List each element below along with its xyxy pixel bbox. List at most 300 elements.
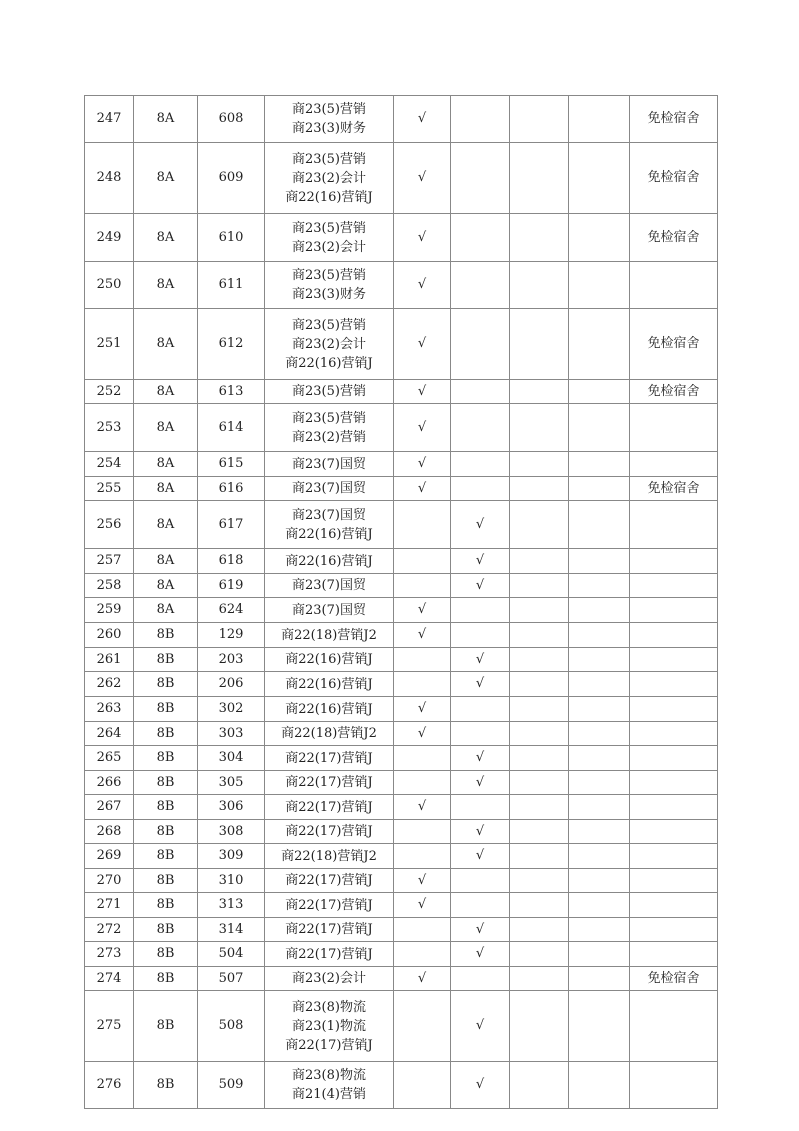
check-col-3-cell: [510, 309, 569, 380]
table-row: [85, 942, 718, 967]
table-row: [85, 893, 718, 918]
class-cell: [265, 96, 394, 143]
table-row: [85, 1062, 718, 1109]
building-cell: 8B: [134, 746, 198, 771]
class-name: 商22(17)营销J: [285, 897, 373, 913]
check-col-1-cell: √: [394, 143, 451, 214]
building-cell: 8A: [134, 452, 198, 477]
note-cell: [630, 623, 718, 648]
check-col-1-cell: √: [394, 598, 451, 623]
check-col-1-cell: √: [394, 452, 451, 477]
room-cell: 504: [198, 942, 265, 967]
class-cell: [265, 795, 394, 820]
class-cell: [265, 648, 394, 672]
building-cell: 8A: [134, 477, 198, 501]
check-col-3-cell: [510, 722, 569, 746]
class-cell: [265, 309, 394, 380]
table-row: [85, 722, 718, 746]
check-col-1-cell: [394, 771, 451, 795]
class-name: 商22(17)营销J: [285, 946, 373, 962]
row-number-cell: 261: [85, 648, 134, 672]
room-cell: 619: [198, 574, 265, 598]
check-col-2-cell: √: [451, 501, 510, 549]
check-col-2-cell: [451, 623, 510, 648]
row-number-cell: 258: [85, 574, 134, 598]
check-col-2-cell: [451, 214, 510, 262]
row-number-cell: 263: [85, 697, 134, 722]
note-cell: 免检宿舍: [630, 967, 718, 991]
note-cell: 免检宿舍: [630, 96, 718, 143]
check-col-4-cell: [569, 404, 630, 452]
check-col-1-cell: √: [394, 893, 451, 918]
table-row: [85, 820, 718, 844]
building-cell: 8B: [134, 820, 198, 844]
check-col-1-cell: [394, 918, 451, 942]
note-cell: 免检宿舍: [630, 309, 718, 380]
table-row: [85, 598, 718, 623]
check-col-1-cell: [394, 501, 451, 549]
class-cell: [265, 452, 394, 477]
check-col-4-cell: [569, 697, 630, 722]
check-col-4-cell: [569, 143, 630, 214]
table-row: [85, 967, 718, 991]
table-row: [85, 380, 718, 404]
dormitory-inspection-table: [84, 95, 718, 1109]
room-cell: 309: [198, 844, 265, 869]
check-col-2-cell: [451, 893, 510, 918]
note-cell: [630, 598, 718, 623]
class-cell: [265, 549, 394, 574]
building-cell: 8B: [134, 1062, 198, 1109]
check-col-3-cell: [510, 262, 569, 309]
class-name: 商23(5)营销: [292, 384, 366, 399]
row-number-cell: 264: [85, 722, 134, 746]
check-col-1-cell: √: [394, 623, 451, 648]
table-row: [85, 501, 718, 549]
building-cell: 8B: [134, 893, 198, 918]
check-col-2-cell: [451, 143, 510, 214]
class-name: 商22(16)营销J: [285, 701, 373, 717]
check-col-2-cell: [451, 967, 510, 991]
row-number-cell: 266: [85, 771, 134, 795]
check-col-4-cell: [569, 795, 630, 820]
check-col-3-cell: [510, 477, 569, 501]
check-col-1-cell: [394, 820, 451, 844]
room-cell: 310: [198, 869, 265, 893]
check-col-3-cell: [510, 574, 569, 598]
check-col-4-cell: [569, 214, 630, 262]
check-col-4-cell: [569, 918, 630, 942]
check-col-3-cell: [510, 869, 569, 893]
check-col-2-cell: √: [451, 1062, 510, 1109]
class-cell: [265, 404, 394, 452]
table-row: [85, 771, 718, 795]
check-col-2-cell: [451, 795, 510, 820]
check-col-1-cell: [394, 1062, 451, 1109]
class-name: 商22(17)营销J: [285, 873, 373, 888]
room-cell: 509: [198, 1062, 265, 1109]
check-col-4-cell: [569, 648, 630, 672]
check-col-1-cell: [394, 942, 451, 967]
check-col-4-cell: [569, 380, 630, 404]
class-name: 商22(16)营销J: [285, 652, 373, 667]
row-number-cell: 265: [85, 746, 134, 771]
class-name: 商23(5)营销: [292, 220, 366, 236]
check-col-3-cell: [510, 795, 569, 820]
building-cell: 8B: [134, 991, 198, 1062]
class-name: 商22(17)营销J: [285, 799, 373, 815]
row-number-cell: 271: [85, 893, 134, 918]
building-cell: 8B: [134, 771, 198, 795]
class-name: 商22(16)营销J: [285, 526, 373, 542]
note-cell: [630, 574, 718, 598]
check-col-4-cell: [569, 452, 630, 477]
check-col-2-cell: √: [451, 820, 510, 844]
class-name: 商22(17)营销J: [285, 824, 373, 839]
room-cell: 507: [198, 967, 265, 991]
check-col-2-cell: [451, 722, 510, 746]
check-col-4-cell: [569, 672, 630, 697]
building-cell: 8A: [134, 549, 198, 574]
check-col-3-cell: [510, 893, 569, 918]
check-col-2-cell: √: [451, 844, 510, 869]
table-row: [85, 309, 718, 380]
table-row: [85, 672, 718, 697]
check-col-1-cell: √: [394, 967, 451, 991]
class-name: 商22(17)营销J: [285, 750, 373, 766]
class-cell: [265, 623, 394, 648]
table-row: [85, 262, 718, 309]
room-cell: 611: [198, 262, 265, 309]
check-col-2-cell: √: [451, 648, 510, 672]
class-name: 商23(2)会计: [292, 971, 366, 986]
check-col-4-cell: [569, 96, 630, 143]
check-col-1-cell: [394, 672, 451, 697]
room-cell: 612: [198, 309, 265, 380]
check-col-3-cell: [510, 143, 569, 214]
class-cell: [265, 771, 394, 795]
building-cell: 8B: [134, 697, 198, 722]
room-cell: 129: [198, 623, 265, 648]
check-col-4-cell: [569, 722, 630, 746]
table-row: [85, 991, 718, 1062]
class-name: 商22(16)营销J: [285, 553, 373, 569]
check-col-4-cell: [569, 991, 630, 1062]
check-col-3-cell: [510, 452, 569, 477]
table-row: [85, 623, 718, 648]
note-cell: 免检宿舍: [630, 477, 718, 501]
check-col-2-cell: [451, 380, 510, 404]
table-row: [85, 452, 718, 477]
check-col-3-cell: [510, 844, 569, 869]
table-row: [85, 96, 718, 143]
class-cell: [265, 380, 394, 404]
check-col-1-cell: √: [394, 697, 451, 722]
room-cell: 618: [198, 549, 265, 574]
class-cell: [265, 598, 394, 623]
check-col-2-cell: [451, 869, 510, 893]
class-cell: [265, 574, 394, 598]
room-cell: 616: [198, 477, 265, 501]
room-cell: 203: [198, 648, 265, 672]
row-number-cell: 248: [85, 143, 134, 214]
class-name: 商23(2)营销: [292, 429, 366, 445]
room-cell: 303: [198, 722, 265, 746]
room-cell: 314: [198, 918, 265, 942]
class-cell: [265, 967, 394, 991]
note-cell: 免检宿舍: [630, 214, 718, 262]
class-name: 商22(18)营销J2: [281, 848, 377, 864]
room-cell: 313: [198, 893, 265, 918]
row-number-cell: 262: [85, 672, 134, 697]
building-cell: 8A: [134, 598, 198, 623]
note-cell: [630, 795, 718, 820]
check-col-4-cell: [569, 746, 630, 771]
note-cell: [630, 549, 718, 574]
class-cell: [265, 893, 394, 918]
building-cell: 8A: [134, 143, 198, 214]
check-col-4-cell: [569, 501, 630, 549]
building-cell: 8B: [134, 722, 198, 746]
class-cell: [265, 820, 394, 844]
row-number-cell: 269: [85, 844, 134, 869]
class-cell: [265, 991, 394, 1062]
class-name: 商22(18)营销J2: [281, 726, 377, 741]
check-col-4-cell: [569, 574, 630, 598]
class-name: 商23(5)营销: [292, 410, 366, 426]
class-cell: [265, 697, 394, 722]
check-col-3-cell: [510, 697, 569, 722]
table-row: [85, 697, 718, 722]
class-name: 商23(8)物流: [292, 999, 366, 1015]
class-cell: [265, 942, 394, 967]
check-col-2-cell: [451, 452, 510, 477]
class-name: 商23(5)营销: [292, 317, 366, 333]
class-name: 商23(5)营销: [292, 102, 366, 117]
table-row: [85, 477, 718, 501]
check-col-3-cell: [510, 648, 569, 672]
check-col-1-cell: √: [394, 262, 451, 309]
note-cell: [630, 942, 718, 967]
room-cell: 508: [198, 991, 265, 1062]
class-name: 商23(7)国贸: [292, 507, 366, 523]
check-col-4-cell: [569, 844, 630, 869]
note-cell: [630, 991, 718, 1062]
row-number-cell: 250: [85, 262, 134, 309]
note-cell: [630, 746, 718, 771]
check-col-2-cell: [451, 598, 510, 623]
row-number-cell: 251: [85, 309, 134, 380]
check-col-1-cell: √: [394, 795, 451, 820]
check-col-2-cell: [451, 697, 510, 722]
check-col-1-cell: √: [394, 96, 451, 143]
note-cell: [630, 893, 718, 918]
row-number-cell: 275: [85, 991, 134, 1062]
class-cell: [265, 672, 394, 697]
note-cell: [630, 648, 718, 672]
row-number-cell: 273: [85, 942, 134, 967]
room-cell: 305: [198, 771, 265, 795]
note-cell: [630, 1062, 718, 1109]
table-row: [85, 648, 718, 672]
table-body: [85, 96, 718, 1109]
check-col-1-cell: [394, 844, 451, 869]
class-cell: [265, 214, 394, 262]
check-col-3-cell: [510, 501, 569, 549]
note-cell: 免检宿舍: [630, 380, 718, 404]
building-cell: 8A: [134, 574, 198, 598]
class-cell: [265, 143, 394, 214]
check-col-3-cell: [510, 746, 569, 771]
check-col-2-cell: √: [451, 771, 510, 795]
check-col-1-cell: √: [394, 309, 451, 380]
class-name: 商23(3)财务: [292, 287, 366, 302]
class-cell: [265, 477, 394, 501]
check-col-4-cell: [569, 549, 630, 574]
room-cell: 304: [198, 746, 265, 771]
building-cell: 8A: [134, 214, 198, 262]
check-col-4-cell: [569, 869, 630, 893]
check-col-4-cell: [569, 309, 630, 380]
building-cell: 8A: [134, 404, 198, 452]
class-name: 商23(7)国贸: [292, 602, 366, 618]
class-name: 商23(7)国贸: [292, 456, 366, 472]
row-number-cell: 249: [85, 214, 134, 262]
check-col-2-cell: √: [451, 991, 510, 1062]
class-name: 商22(16)营销J: [285, 355, 373, 371]
building-cell: 8B: [134, 648, 198, 672]
building-cell: 8B: [134, 869, 198, 893]
note-cell: [630, 844, 718, 869]
note-cell: [630, 501, 718, 549]
building-cell: 8B: [134, 967, 198, 991]
note-cell: [630, 869, 718, 893]
check-col-3-cell: [510, 623, 569, 648]
check-col-3-cell: [510, 820, 569, 844]
check-col-1-cell: [394, 549, 451, 574]
check-col-4-cell: [569, 893, 630, 918]
table-row: [85, 143, 718, 214]
check-col-2-cell: [451, 404, 510, 452]
table-row: [85, 918, 718, 942]
check-col-2-cell: √: [451, 672, 510, 697]
check-col-3-cell: [510, 549, 569, 574]
check-col-3-cell: [510, 918, 569, 942]
check-col-3-cell: [510, 942, 569, 967]
room-cell: 206: [198, 672, 265, 697]
row-number-cell: 270: [85, 869, 134, 893]
check-col-1-cell: √: [394, 214, 451, 262]
check-col-1-cell: √: [394, 869, 451, 893]
class-cell: [265, 1062, 394, 1109]
room-cell: 302: [198, 697, 265, 722]
class-name: 商23(8)物流: [292, 1068, 366, 1083]
room-cell: 610: [198, 214, 265, 262]
check-col-4-cell: [569, 598, 630, 623]
class-cell: [265, 746, 394, 771]
check-col-2-cell: √: [451, 549, 510, 574]
check-col-3-cell: [510, 967, 569, 991]
class-name: 商22(18)营销J2: [281, 627, 377, 643]
table-row: [85, 404, 718, 452]
class-name: 商23(2)会计: [292, 336, 366, 352]
row-number-cell: 255: [85, 477, 134, 501]
class-name: 商21(4)营销: [292, 1087, 366, 1102]
check-col-2-cell: √: [451, 942, 510, 967]
class-name: 商22(17)营销J: [285, 775, 373, 790]
row-number-cell: 272: [85, 918, 134, 942]
check-col-1-cell: [394, 991, 451, 1062]
class-name: 商23(5)营销: [292, 268, 366, 283]
class-name: 商23(2)会计: [292, 170, 366, 186]
row-number-cell: 276: [85, 1062, 134, 1109]
table-row: [85, 574, 718, 598]
check-col-2-cell: √: [451, 918, 510, 942]
check-col-3-cell: [510, 1062, 569, 1109]
table-row: [85, 746, 718, 771]
check-col-3-cell: [510, 404, 569, 452]
check-col-2-cell: [451, 477, 510, 501]
table-row: [85, 869, 718, 893]
room-cell: 306: [198, 795, 265, 820]
note-cell: [630, 404, 718, 452]
class-name: 商22(16)营销J: [285, 676, 373, 692]
check-col-1-cell: [394, 648, 451, 672]
class-name: 商23(7)国贸: [292, 578, 366, 593]
check-col-1-cell: [394, 746, 451, 771]
row-number-cell: 257: [85, 549, 134, 574]
row-number-cell: 259: [85, 598, 134, 623]
table-row: [85, 844, 718, 869]
check-col-1-cell: √: [394, 404, 451, 452]
building-cell: 8A: [134, 262, 198, 309]
class-cell: [265, 501, 394, 549]
check-col-4-cell: [569, 820, 630, 844]
note-cell: [630, 771, 718, 795]
check-col-1-cell: √: [394, 722, 451, 746]
building-cell: 8B: [134, 918, 198, 942]
row-number-cell: 254: [85, 452, 134, 477]
class-name: 商23(5)营销: [292, 151, 366, 167]
check-col-3-cell: [510, 598, 569, 623]
room-cell: 308: [198, 820, 265, 844]
check-col-3-cell: [510, 672, 569, 697]
row-number-cell: 247: [85, 96, 134, 143]
check-col-3-cell: [510, 214, 569, 262]
class-cell: [265, 722, 394, 746]
note-cell: [630, 672, 718, 697]
building-cell: 8B: [134, 623, 198, 648]
room-cell: 615: [198, 452, 265, 477]
check-col-4-cell: [569, 967, 630, 991]
class-cell: [265, 844, 394, 869]
check-col-2-cell: √: [451, 746, 510, 771]
check-col-2-cell: √: [451, 574, 510, 598]
class-name: 商22(17)营销J: [285, 1037, 373, 1053]
note-cell: [630, 262, 718, 309]
check-col-3-cell: [510, 380, 569, 404]
class-name: 商23(3)财务: [292, 121, 366, 136]
class-name: 商23(2)会计: [292, 239, 366, 255]
room-cell: 614: [198, 404, 265, 452]
note-cell: [630, 918, 718, 942]
building-cell: 8B: [134, 672, 198, 697]
row-number-cell: 274: [85, 967, 134, 991]
check-col-2-cell: [451, 309, 510, 380]
check-col-4-cell: [569, 262, 630, 309]
check-col-2-cell: [451, 96, 510, 143]
room-cell: 617: [198, 501, 265, 549]
